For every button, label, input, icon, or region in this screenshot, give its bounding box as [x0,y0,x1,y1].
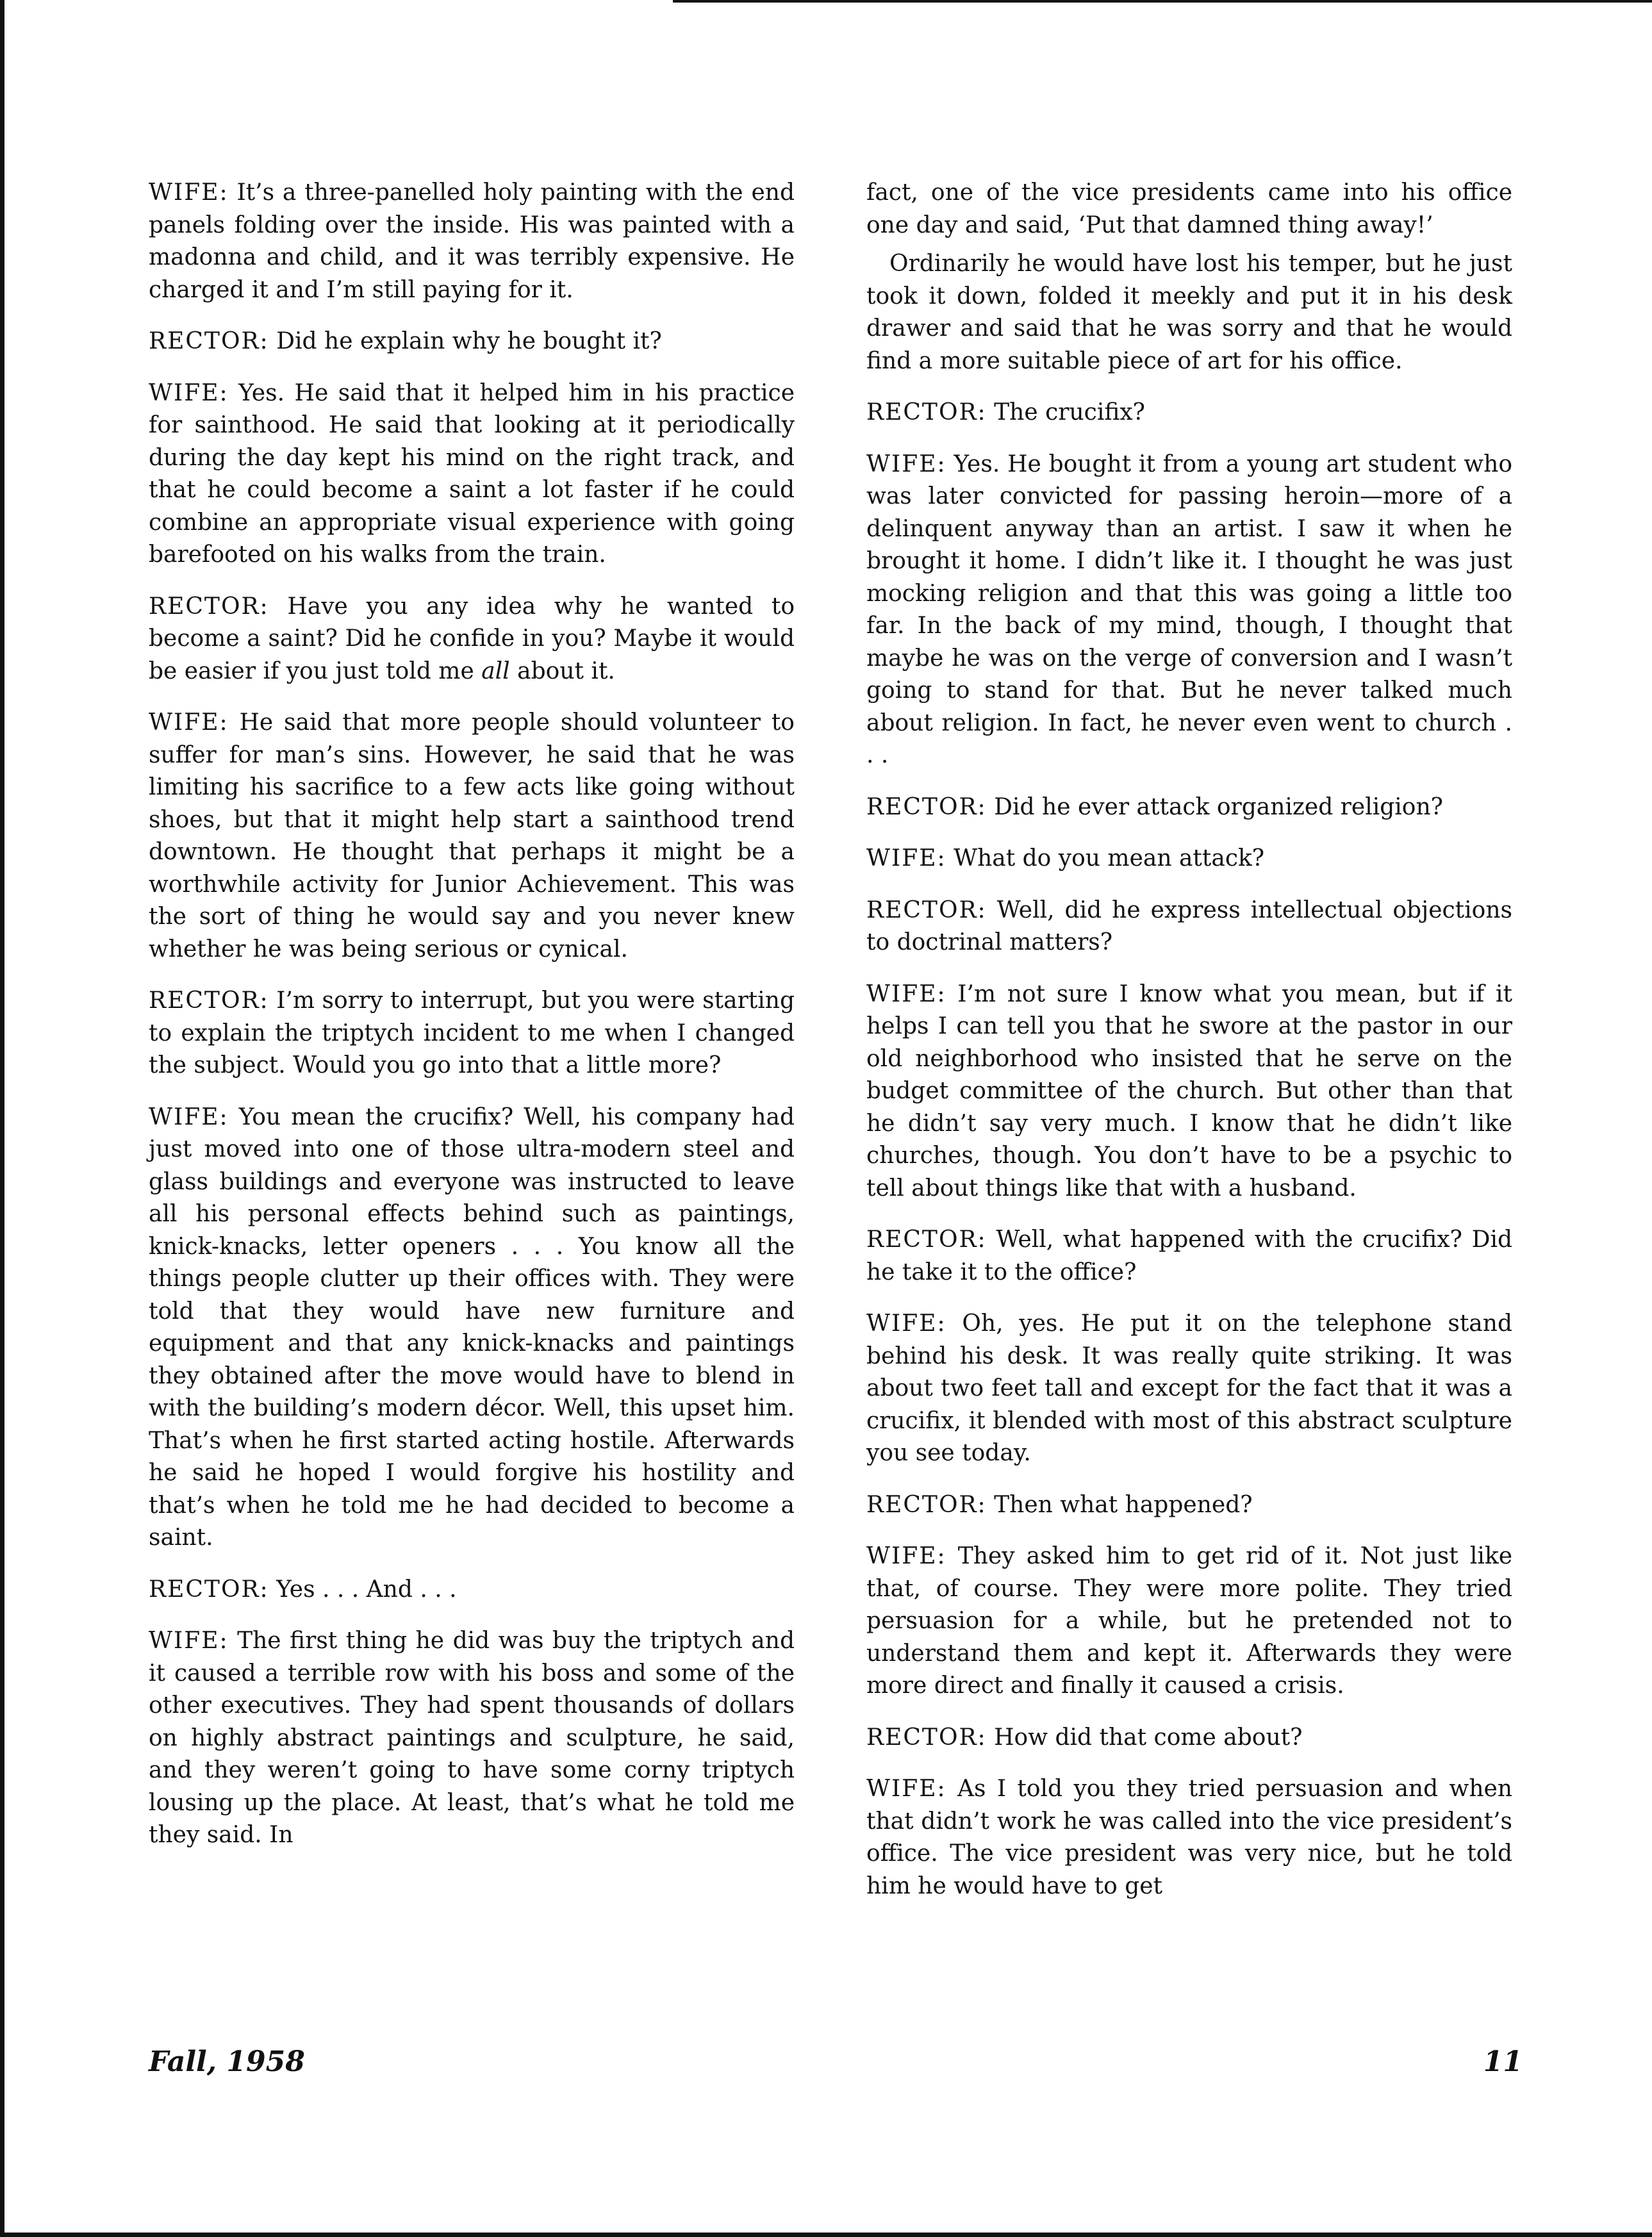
dialogue-paragraph [866,978,1512,1205]
dialogue-paragraph [149,1102,795,1555]
dialogue-text: Oh, yes. He put it on the telephone stand behind his desk. It was really quite striking. It was about two feet tall and except for the fact that it was a crucifix, it blended with most of this abstract sculpture you see today. [866,1310,1512,1466]
dialogue-text: Yes. He said that it helped him in his practice for sainthood. He said that looking at it periodically during the day kept his mind on the right track, and that he could become a saint a lot faster if he could combine an appropriate visual experience with going barefooted on his walks from the train. [149,379,795,568]
speaker-label: RECTOR: [866,399,987,425]
right-column [866,177,1512,1922]
dialogue-text: You mean the crucifix? Well, his company had just moved into one of those ultra-modern steel and glass buildings and everyone was instructed to leave all his personal effects behind such as paintings, knick-knacks, letter openers . . . You know all the things people clutter up their offices with. They were told that they would have new furniture and equipment and that any knick-knacks and paintings they obtained after the move would have to blend in with the building’s modern décor. Well, this upset him. That’s when he first started acting hostile. Afterwards he said he hoped I would forgive his hostility and that’s when he told me he had decided to become a saint. [149,1103,795,1551]
dialogue-paragraph [149,1625,795,1852]
speaker-label: WIFE: [149,1628,229,1654]
dialogue-text: The crucifix? [994,399,1145,425]
dialogue-text: Well, did he express intellectual objections to doctrinal matters? [866,896,1512,955]
dialogue-paragraph [149,377,795,572]
issue-date: Fall, 1958 [149,2045,305,2078]
speaker-label: WIFE: [866,980,946,1007]
dialogue-paragraph [866,1540,1512,1703]
dialogue-text: Yes . . . And . . . [276,1576,457,1603]
speaker-label: WIFE: [149,179,229,206]
speaker-label: WIFE: [866,1776,946,1802]
dialogue-text: Did he explain why he bought it? [276,328,662,354]
speaker-label: RECTOR: [866,1226,987,1253]
dialogue-paragraph [149,985,795,1082]
speaker-label: RECTOR: [866,1724,987,1751]
dialogue-text: Yes. He bought it from a young art student who was later convicted for passing heroin—more of a delinquent anyway than an artist. I saw it when he brought it home. I didn’t like it. I thought he was just mocking religion and that this was going a little too far. In the back of my mind, though, I thought that maybe he was on the verge of conversion and I wasn’t going to stand for that. But he never talked much about religion. In fact, he never even went to church . . . [866,450,1512,768]
dialogue-paragraph [866,791,1512,824]
dialogue-paragraph [866,1224,1512,1289]
dialogue-paragraph [149,177,795,306]
speaker-label: WIFE: [866,845,946,871]
dialogue-paragraph [866,1722,1512,1754]
page-number: 11 [1483,2045,1523,2078]
dialogue-text: The first thing he did was buy the triptych and it caused a terrible row with his boss and some of the other executives. They had spent thousands of dollars on highly abstract paintings and sculpture, he said, and they weren’t going to have some corny triptych lousing up the place. At least, that’s what he told me they said. In [149,1628,795,1848]
dialogue-paragraph [866,449,1512,772]
speaker-label: WIFE: [149,1103,229,1130]
dialogue-paragraph [866,895,1512,959]
scan-edge-left [0,0,4,2237]
scan-edge-bottom [0,2233,1652,2237]
dialogue-paragraph [866,1489,1512,1522]
dialogue-text: Have you any idea why he wanted to become a saint? Did he confide in you? Maybe it would be easier if you just told me [149,593,795,684]
narrative-paragraph: Ordinarily he would have lost his temper, but he just took it down, folded it meekly and put it in his desk drawer and said that he was sorry and that he would find a more suitable piece of art for his office. [866,251,1512,374]
speaker-label: WIFE: [866,1543,946,1569]
dialogue-paragraph [866,843,1512,875]
speaker-label: RECTOR: [149,1576,269,1603]
emphasis-text: all [481,657,510,684]
continued-paragraph: fact, one of the vice presidents came into his office one day and said, ‘Put that damned thing away!’ [866,179,1512,238]
left-column [149,177,795,1871]
speaker-label: RECTOR: [866,793,987,820]
scan-edge-top [673,0,1652,3]
dialogue-text: I’m not sure I know what you mean, but if it helps I can tell you that he swore at the pastor in our old neighborhood who insisted that he serve on the budget committee of the church. But other than that he didn’t say very much. I know that he didn’t like churches, though. You don’t have to be a psychic to tell about things like that with a husband. [866,980,1512,1201]
dialogue-text: Did he ever attack organized religion? [994,793,1443,820]
dialogue-paragraph [149,326,795,358]
speaker-label: RECTOR: [149,987,269,1014]
dialogue-text: It’s a three-panelled holy painting with the end panels folding over the inside. His was painted with a madonna and child, and it was terribly expensive. He charged it and I’m still paying for it. [149,179,795,303]
dialogue-paragraph [149,1574,795,1606]
speaker-label: WIFE: [866,450,946,477]
dialogue-paragraph [149,707,795,966]
dialogue-paragraph [149,591,795,688]
speaker-label: WIFE: [149,379,229,406]
dialogue-paragraph [866,1308,1512,1470]
speaker-label: RECTOR: [866,1491,987,1518]
dialogue-text: about it. [517,657,615,684]
speaker-label: RECTOR: [149,593,269,620]
dialogue-paragraph [866,1773,1512,1903]
dialogue-text: He said that more people should volunteer to suffer for man’s sins. However, he said that he was limiting his sacrifice to a few acts like going without shoes, but that it might help start a sainthood trend downtown. He thought that perhaps it might be a worthwhile activity for Junior Achievement. This was the sort of thing he would say and you never knew whether he was being serious or cynical. [149,709,795,962]
dialogue-text: They asked him to get rid of it. Not just like that, of course. They were more polite. They tried persuasion for a while, but he pretended not to understand them and kept it. Afterwards they were more direct and finally it caused a crisis. [866,1543,1513,1699]
dialogue-paragraph [866,397,1512,429]
dialogue-text: What do you mean attack? [954,845,1265,871]
speaker-label: RECTOR: [149,328,269,354]
dialogue-text: Well, what happened with the crucifix? Did he take it to the office? [866,1226,1513,1285]
dialogue-text: I’m sorry to interrupt, but you were starting to explain the triptych incident to me when I changed the subject. Would you go into that a little more? [149,987,795,1078]
dialogue-text: Then what happened? [994,1491,1253,1518]
dialogue-text: As I told you they tried persuasion and when that didn’t work he was called into the vice president’s office. The vice president was very nice, but he told him he would have to get [866,1776,1513,1899]
speaker-label: WIFE: [866,1310,946,1337]
dialogue-text: How did that come about? [994,1724,1303,1751]
speaker-label: RECTOR: [866,896,987,923]
speaker-label: WIFE: [149,709,229,736]
